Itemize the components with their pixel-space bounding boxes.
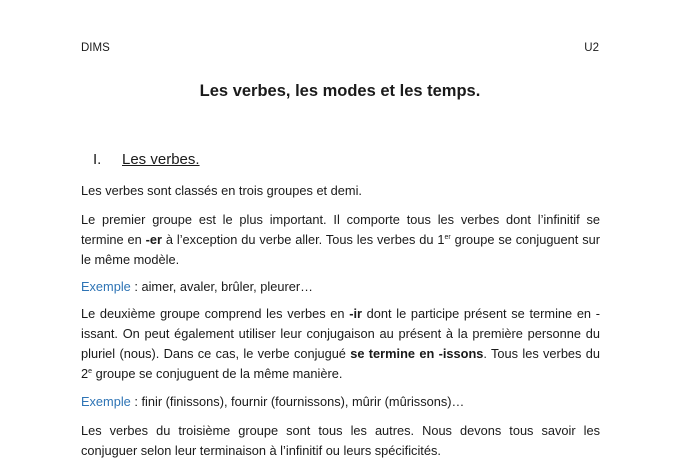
paragraph-intro: Les verbes sont classés en trois groupes et demi. [81,183,362,198]
example-text: : finir (finissons), fournir (fournissons), mûrir (mûrissons)… [130,394,465,409]
section-number: I. [93,151,102,168]
example-first-group [81,277,600,297]
p2-bold-er: -er [145,232,163,247]
example-second-group [81,392,600,412]
p2-text-a: Le premier groupe est le plus important. Il comporte tous les verbes dont l’infinitif se termine en [81,212,600,247]
p3-superscript: e [88,368,93,375]
example-label: Exemple [81,279,131,294]
page-title: Les verbes, les modes et les temps. [199,82,481,100]
p2-superscript: er [444,234,451,241]
paragraph-third-group: Les verbes du troisième groupe sont tous les autres. Nous devons tous savoir les conjuguer selon leur terminaison à l’infinitif ou leurs spécificités. [81,423,600,458]
p3-bold-ir: -ir [349,306,362,321]
section-heading [93,151,200,168]
paragraph-first-group [81,210,600,270]
p3-text-e: . Tous les verbes du 2 [81,346,600,381]
paragraph-second-group [81,304,600,384]
p2-text-d: groupe se conjuguent sur le même modèle. [81,232,600,267]
p2-text-c: à l’exception du verbe aller. Tous les verbes du 1 [162,232,445,247]
header-right: U2 [584,42,599,54]
header-left: DIMS [81,42,110,54]
p3-text-a: Le deuxième groupe comprend les verbes en [81,306,350,321]
example-label: Exemple [81,394,131,409]
p3-text-f: groupe se conjuguent de la même manière. [92,366,343,381]
p3-bold-issons: se termine en -issons [350,346,484,361]
example-text: : aimer, avaler, brûler, pleurer… [130,279,313,294]
section-title: Les verbes. [122,151,200,168]
p3-text-c: dont le participe présent se termine en -issant. On peut également utiliser leur conjugaison au présent à la première personne du pluriel (nous). Dans ce cas, le verbe conjugué [81,306,600,361]
